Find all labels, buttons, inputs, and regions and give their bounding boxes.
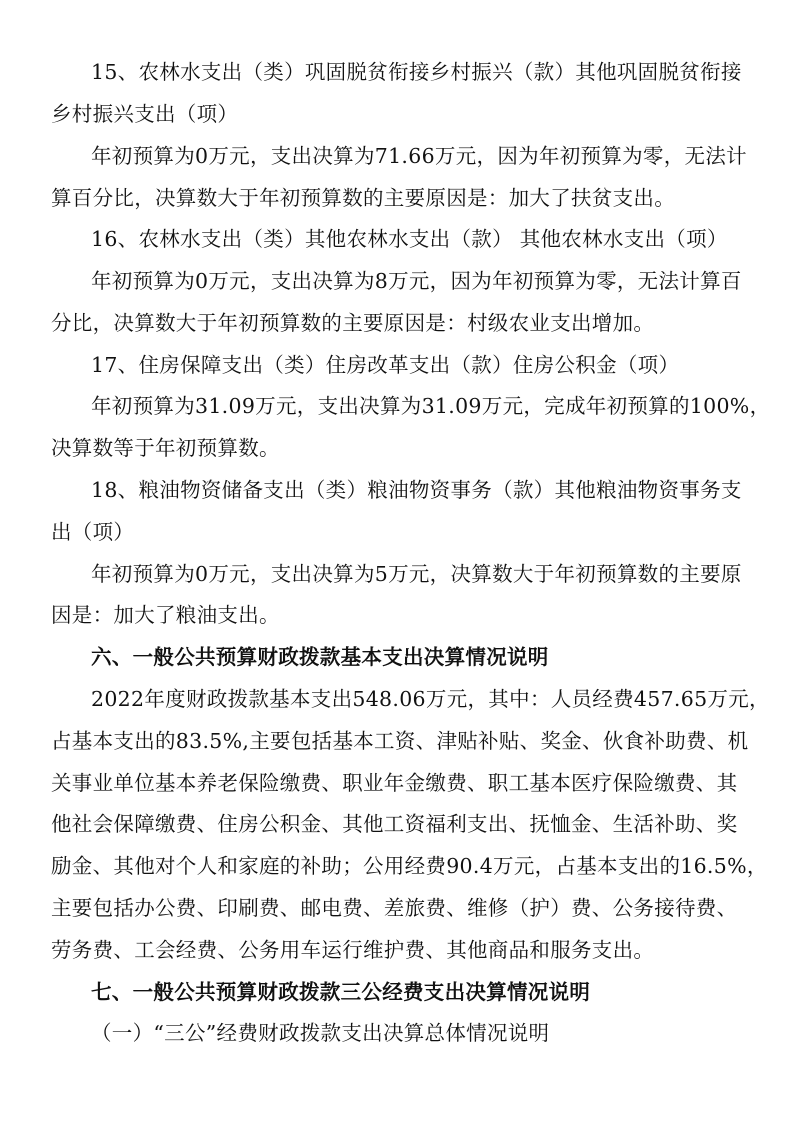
item-18-heading-line1: 18、粮油物资储备支出（类）粮油物资事务（款）其他粮油物资事务支: [91, 478, 742, 502]
item-15-body-line2: 算百分比，决算数大于年初预算数的主要原因是：加大了扶贫支出。: [51, 186, 675, 210]
item-17-body-line2: 决算数等于年初预算数。: [51, 436, 280, 460]
section-6-line5: 励金、其他对个人和家庭的补助；公用经费90.4万元，占基本支出的16.5%，: [51, 854, 768, 878]
item-15-heading-line2: 乡村振兴支出（项）: [51, 102, 239, 126]
item-15-body-line1: 年初预算为0万元，支出决算为71.66万元，因为年初预算为零，无法计: [91, 144, 747, 168]
item-16-body-line1: 年初预算为0万元，支出决算为8万元，因为年初预算为零，无法计算百: [91, 269, 742, 293]
section-6-line3: 关事业单位基本养老保险缴费、职业年金缴费、职工基本医疗保险缴费、其: [51, 771, 738, 795]
item-16-body-line2: 分比，决算数大于年初预算数的主要原因是：村级农业支出增加。: [51, 311, 655, 335]
section-6-line7: 劳务费、工会经费、公务用车运行维护费、其他商品和服务支出。: [51, 938, 655, 962]
section-7-title: 七、一般公共预算财政拨款三公经费支出决算情况说明: [91, 980, 591, 1004]
item-16-heading: 16、农林水支出（类）其他农林水支出（款） 其他农林水支出（项）: [91, 227, 728, 251]
section-6-line4: 他社会保障缴费、住房公积金、其他工资福利支出、抚恤金、生活补助、奖: [51, 812, 738, 836]
section-6-line1: 2022年度财政拨款基本支出548.06万元，其中：人员经费457.65万元，: [91, 687, 770, 711]
section-6-line6: 主要包括办公费、印刷费、邮电费、差旅费、维修（护）费、公务接待费、: [51, 896, 738, 920]
item-17-body-line1: 年初预算为31.09万元，支出决算为31.09万元，完成年初预算的100%，: [91, 394, 771, 418]
section-6-line2: 占基本支出的83.5%,主要包括基本工资、津贴补贴、奖金、伙食补助费、机: [51, 729, 749, 753]
section-6-title: 六、一般公共预算财政拨款基本支出决算情况说明: [91, 645, 549, 669]
section-7-subtitle: （一）“三公”经费财政拨款支出决算总体情况说明: [91, 1021, 550, 1045]
item-18-heading-line2: 出（项）: [51, 520, 135, 544]
item-18-body-line1: 年初预算为0万元，支出决算为5万元，决算数大于年初预算数的主要原: [91, 562, 742, 586]
item-17-heading: 17、住房保障支出（类）住房改革支出（款）住房公积金（项）: [91, 353, 680, 377]
item-18-body-line2: 因是：加大了粮油支出。: [51, 603, 280, 627]
item-15-heading-line1: 15、农林水支出（类）巩固脱贫衔接乡村振兴（款）其他巩固脱贫衔接: [91, 60, 742, 84]
